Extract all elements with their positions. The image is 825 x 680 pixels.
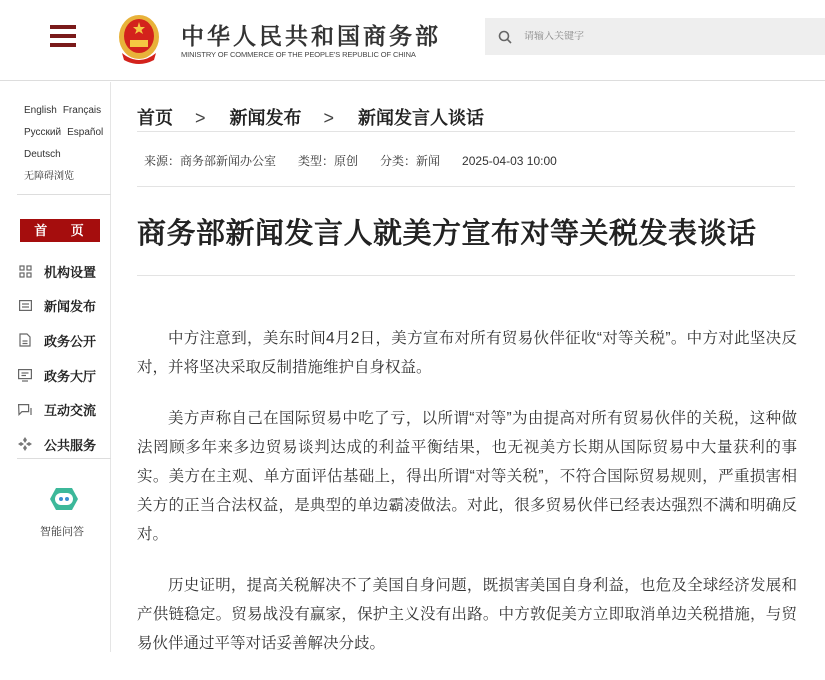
search-input[interactable] xyxy=(524,31,804,42)
article-paragraph: 美方声称自己在国际贸易中吃了亏，以所谓“对等”为由提高对所有贸易伙伴的关税，这种做法罔顾多年来多边贸易谈判达成的利益平衡结果，也无视美方长期从国际贸易中大量获利的事实。美方在主观、单方面评估基础上，得出所谓“对等关税”，不符合国际贸易规则，严重损害相关方的正当合法权益，是典型的单边霸凌做法。对此，很多贸易伙伴已经表达强烈不满和明确反对。 xyxy=(137,410,797,543)
sidebar xyxy=(0,82,111,652)
chat-icon xyxy=(18,403,32,417)
divider xyxy=(17,194,111,195)
sidebar-item-label: 政务公开 xyxy=(44,333,97,349)
breadcrumb xyxy=(137,104,484,130)
lang-russian[interactable]: Русский xyxy=(24,127,62,138)
sidebar-item-interaction[interactable] xyxy=(18,392,96,427)
meta-date: 2025-04-03 10:00 xyxy=(462,154,557,168)
chevron-right-icon: > xyxy=(323,108,335,128)
chevron-right-icon: > xyxy=(195,108,206,128)
article-title: 商务部新闻发言人就美方宣布对等关税发表谈话 xyxy=(137,218,757,250)
sidebar-item-label: 政务大厅 xyxy=(44,368,97,384)
divider xyxy=(137,186,795,187)
article-paragraph: 中方注意到，美东时间4月2日，美方宣布对所有贸易伙伴征收“对等关税”。中方对此坚决反对，并将坚决采取反制措施维护自身权益。 xyxy=(137,330,797,376)
assistant-label[interactable]: 智能问答 xyxy=(40,526,84,538)
meta-source: 来源：商务部新闻办公室 xyxy=(144,154,277,168)
accessibility-link[interactable]: 无障碍浏览 xyxy=(24,171,74,182)
search-bar[interactable] xyxy=(485,18,825,55)
sidebar-item-disclosure[interactable] xyxy=(18,323,96,358)
sidebar-item-organization[interactable] xyxy=(18,254,96,289)
robot-assistant-icon[interactable] xyxy=(46,486,82,512)
grid-icon xyxy=(18,264,32,278)
article-paragraph: 历史证明，提高关税解决不了美国自身问题，既损害美国自身利益，也危及全球经济发展和产供链稳定。贸易战没有赢家，保护主义没有出路。中方敦促美方立即取消单边关税措施，与贸易伙伴通过平等对话妥善解决分歧。 xyxy=(137,577,797,652)
article-meta xyxy=(144,152,579,169)
divider xyxy=(137,275,795,276)
document-icon xyxy=(18,333,32,347)
sidebar-item-label: 公共服务 xyxy=(44,437,97,453)
breadcrumb-spokesperson[interactable]: 新闻发言人谈话 xyxy=(358,108,485,128)
hamburger-menu-icon[interactable] xyxy=(50,25,76,47)
service-icon xyxy=(18,437,32,451)
site-name-en: MINISTRY OF COMMERCE OF THE PEOPLE'S REPUBLIC OF CHINA xyxy=(181,50,416,59)
divider xyxy=(137,131,795,132)
site-name-cn: 中华人民共和国商务部 xyxy=(181,23,441,49)
lang-english[interactable]: English xyxy=(24,105,57,116)
meta-type: 类型：原创 xyxy=(298,154,359,168)
sidebar-item-label: 机构设置 xyxy=(44,264,97,280)
breadcrumb-home[interactable]: 首页 xyxy=(137,108,173,128)
monitor-icon xyxy=(18,368,32,382)
meta-category: 分类：新闻 xyxy=(380,154,441,168)
search-icon xyxy=(498,30,512,44)
site-header xyxy=(0,0,825,81)
sidebar-nav xyxy=(18,254,96,462)
breadcrumb-news[interactable]: 新闻发布 xyxy=(229,108,302,128)
sidebar-item-service-hall[interactable] xyxy=(18,358,96,393)
lang-spanish[interactable]: Español xyxy=(67,127,104,138)
sidebar-item-label: 新闻发布 xyxy=(44,299,97,315)
sidebar-item-public-service[interactable] xyxy=(18,427,96,462)
divider xyxy=(17,458,111,459)
news-icon xyxy=(18,299,32,313)
article-body xyxy=(137,324,797,680)
lang-french[interactable]: Français xyxy=(62,105,102,116)
sidebar-item-label: 互动交流 xyxy=(44,403,97,419)
language-links xyxy=(24,100,109,188)
national-emblem-logo xyxy=(114,13,164,65)
home-button[interactable]: 首 页 xyxy=(20,219,100,242)
lang-german[interactable]: Deutsch xyxy=(24,149,61,160)
sidebar-item-news[interactable] xyxy=(18,289,96,324)
